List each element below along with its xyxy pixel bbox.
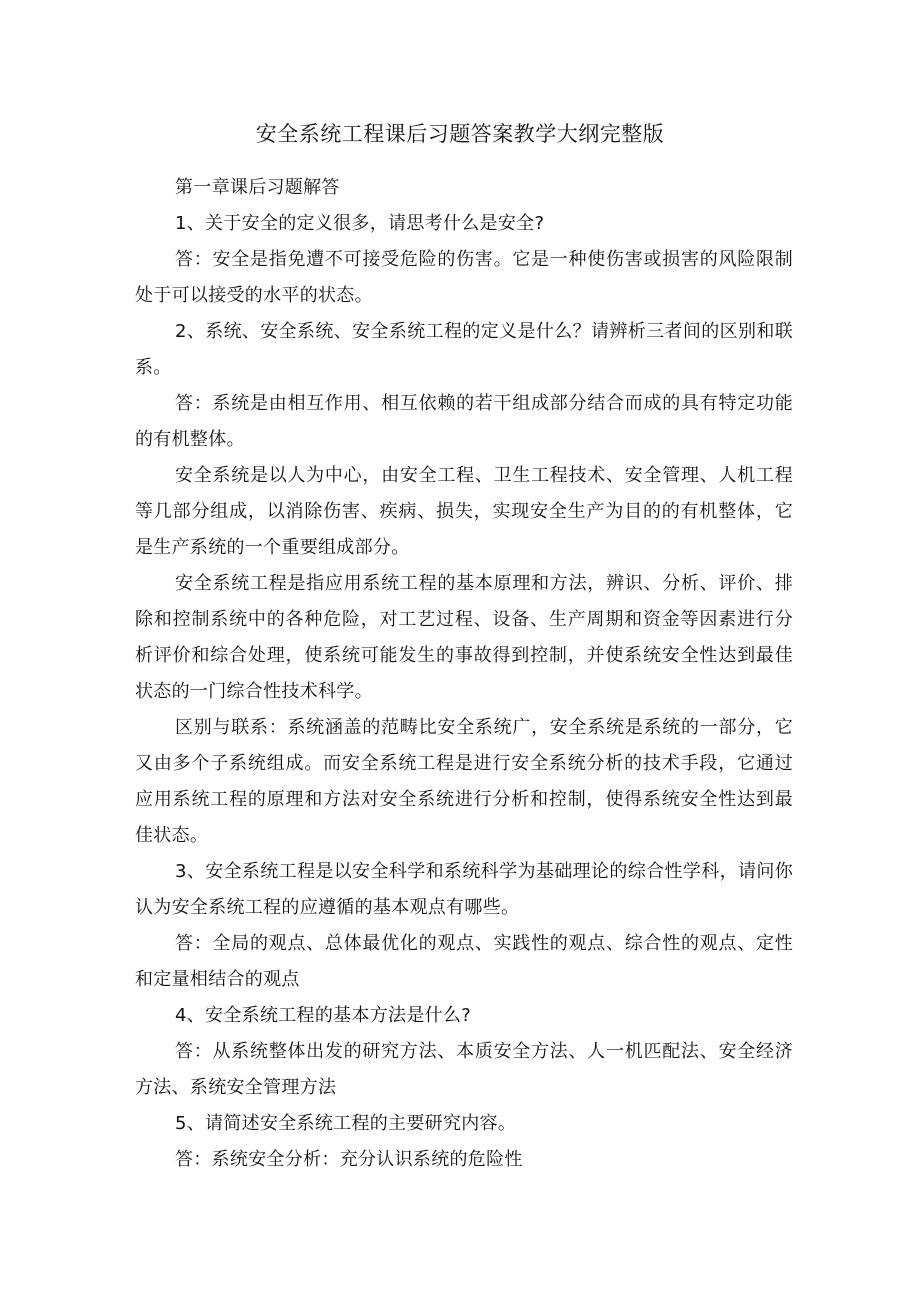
paragraph-answer-2-safety-system-engineering: 安全系统工程是指应用系统工程的基本原理和方法，辨识、分析、评价、排除和控制系统中的各种危险，对工艺过程、设备、生产周期和资金等因素进行分析评价和综合处理，使系统可能发生的事故得到控制，并使系统安全性达到最佳状态的一门综合性技术科学。 bbox=[135, 573, 793, 702]
document-body bbox=[135, 170, 793, 1178]
paragraph-answer-2-difference: 区别与联系：系统涵盖的范畴比安全系统广，安全系统是系统的一部分，它又由多个子系统组成。而安全系统工程是进行安全系统分析的技术手段，它通过应用系统工程的原理和方法对安全系统进行分析和控制，使得系统安全性达到最佳状态。 bbox=[135, 717, 793, 846]
paragraph-question-1: 1、关于安全的定义很多，请思考什么是安全? bbox=[175, 213, 545, 234]
paragraph-question-5: 5、请简述安全系统工程的主要研究内容。 bbox=[175, 1113, 517, 1134]
paragraph-chapter-heading: 第一章课后习题解答 bbox=[175, 177, 340, 198]
paragraph-answer-1: 答：安全是指免遭不可接受危险的伤害。它是一种使伤害或损害的风险限制处于可以接受的水平的状态。 bbox=[135, 249, 793, 306]
paragraph-answer-2-system: 答：系统是由相互作用、相互依赖的若干组成部分结合而成的具有特定功能的有机整体。 bbox=[135, 393, 793, 450]
paragraph-question-3: 3、安全系统工程是以安全科学和系统科学为基础理论的综合性学科，请问你认为安全系统工程的应遵循的基本观点有哪些。 bbox=[135, 861, 793, 918]
paragraph-answer-3: 答：全局的观点、总体最优化的观点、实践性的观点、综合性的观点、定性和定量相结合的观点 bbox=[135, 933, 793, 990]
paragraph-question-4: 4、安全系统工程的基本方法是什么? bbox=[175, 1005, 472, 1026]
document-title: 安全系统工程课后习题答案教学大纲完整版 bbox=[255, 122, 665, 146]
paragraph-answer-5: 答：系统安全分析：充分认识系统的危险性 bbox=[175, 1149, 523, 1170]
paragraph-answer-2-safety-system: 安全系统是以人为中心，由安全工程、卫生工程技术、安全管理、人机工程等几部分组成，以消除伤害、疾病、损失，实现安全生产为目的的有机整体，它是生产系统的一个重要组成部分。 bbox=[135, 465, 793, 558]
paragraph-answer-4: 答：从系统整体出发的研究方法、本质安全方法、人一机匹配法、安全经济方法、系统安全管理方法 bbox=[135, 1041, 793, 1098]
paragraph-question-2: 2、系统、安全系统、安全系统工程的定义是什么？请辨析三者间的区别和联系。 bbox=[135, 321, 793, 378]
